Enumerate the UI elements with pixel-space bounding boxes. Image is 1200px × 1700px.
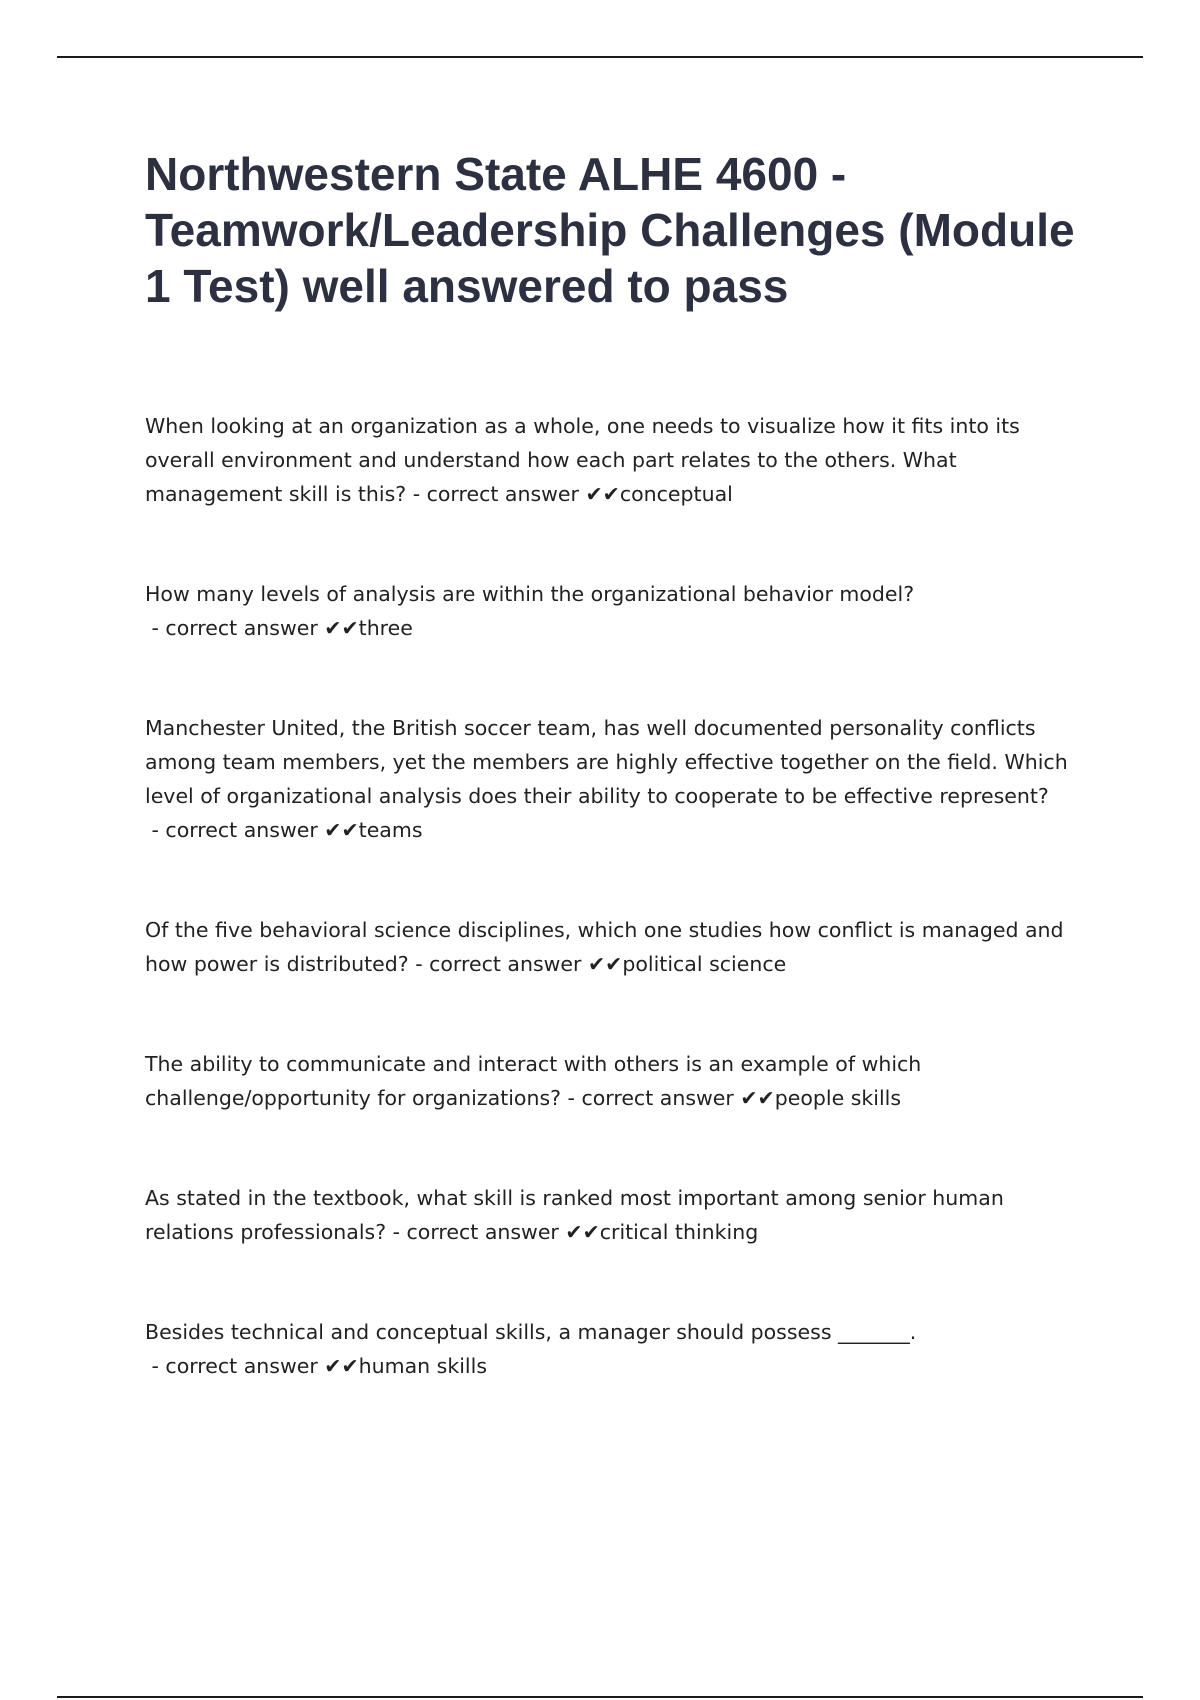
answer-text: people skills	[774, 1086, 902, 1110]
answer-text: critical thinking	[599, 1220, 759, 1244]
checkmark-icon: ✔✔	[585, 482, 620, 506]
qa-list	[145, 409, 1075, 1383]
answer-text: human skills	[358, 1354, 488, 1378]
question-text: When looking at an organization as a whole, one needs to visualize how it fits into its overall environment and understand how each part relates to the others. What management skill is this?	[145, 414, 1020, 506]
answer-text: political science	[622, 952, 787, 976]
checkmark-icon: ✔✔	[740, 1086, 775, 1110]
question-text: Of the five behavioral science disciplines, which one studies how conflict is managed and how power is distributed?	[145, 918, 1064, 976]
bottom-rule	[57, 1696, 1143, 1698]
question-text: Manchester United, the British soccer team, has well documented personality conflicts among team members, yet the members are highly effective together on the field. Which level of organizational analysis does their ability to cooperate to be effective represent?	[145, 716, 1068, 808]
top-rule	[57, 56, 1143, 58]
checkmark-icon: ✔✔	[324, 818, 359, 842]
answer-text: conceptual	[619, 482, 733, 506]
qa-item	[145, 1181, 1075, 1249]
answer-separator: - correct answer	[386, 1220, 566, 1244]
qa-item	[145, 913, 1075, 981]
answer-text: teams	[358, 818, 423, 842]
checkmark-icon: ✔✔	[587, 952, 623, 976]
answer-separator: - correct answer	[145, 818, 325, 842]
qa-item	[145, 1047, 1075, 1115]
question-text: How many levels of analysis are within the organizational behavior model?	[145, 582, 915, 606]
answer-separator: - correct answer	[145, 616, 325, 640]
qa-item	[145, 711, 1075, 847]
qa-item	[145, 1315, 1075, 1383]
checkmark-icon: ✔✔	[324, 616, 359, 640]
qa-item	[145, 577, 1075, 645]
answer-separator: - correct answer	[406, 482, 586, 506]
document-title: Northwestern State ALHE 4600 - Teamwork/Leadership Challenges (Module 1 Test) well answered to pass	[145, 148, 1075, 312]
checkmark-icon: ✔✔	[565, 1220, 600, 1244]
question-text: Besides technical and conceptual skills, a manager should possess _______.	[145, 1320, 917, 1344]
answer-separator: - correct answer	[408, 952, 588, 976]
question-text: The ability to communicate and interact with others is an example of which challenge/opportunity for organizations?	[145, 1052, 922, 1110]
checkmark-icon: ✔✔	[324, 1354, 359, 1378]
answer-separator: - correct answer	[145, 1354, 325, 1378]
answer-separator: - correct answer	[561, 1086, 741, 1110]
qa-item	[145, 409, 1075, 511]
question-text: As stated in the textbook, what skill is ranked most important among senior human relations professionals?	[145, 1186, 1004, 1244]
answer-text: three	[358, 616, 413, 640]
